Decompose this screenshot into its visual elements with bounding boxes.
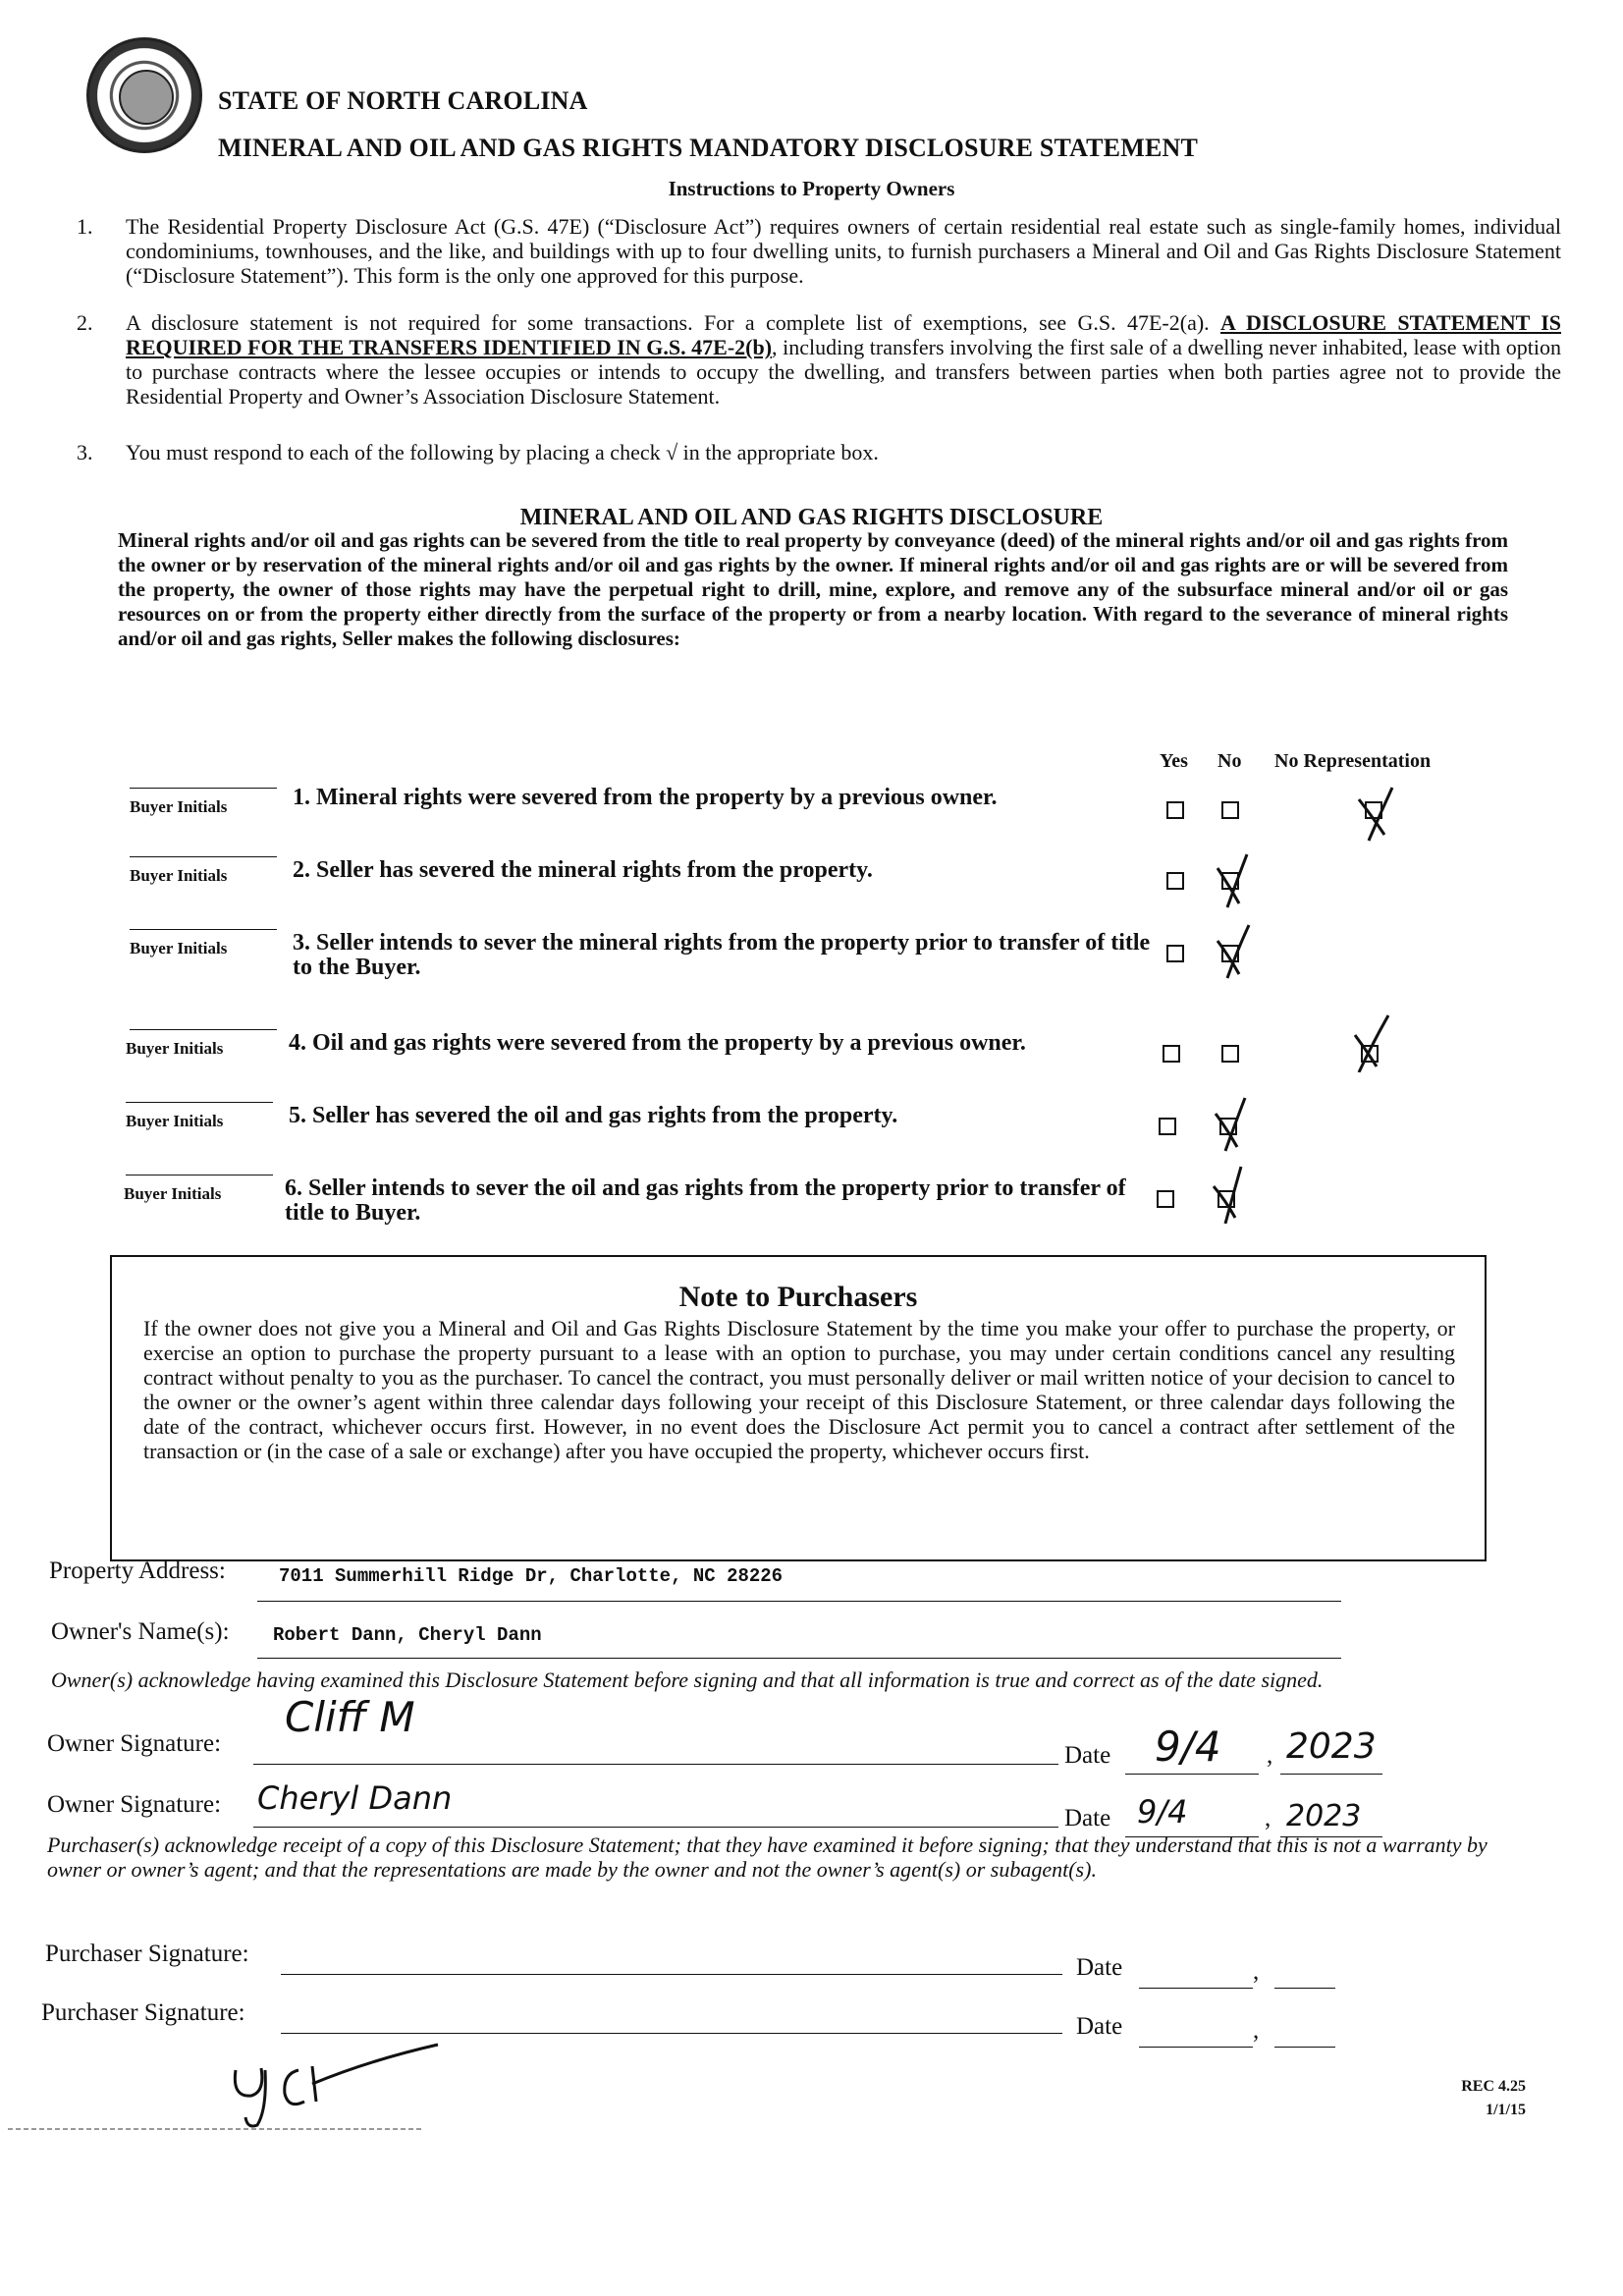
handwritten-initials-mark <box>222 2041 448 2129</box>
instruction-2-number: 2. <box>77 310 93 335</box>
question-3-no-check-mark <box>1210 921 1257 980</box>
state-heading: STATE OF NORTH CAROLINA <box>218 86 588 115</box>
date-label: Date <box>1064 1742 1111 1769</box>
owner-signature-1[interactable]: Cliff M <box>285 1693 415 1741</box>
question-2-text: 2. Seller has severed the mineral rights from the property. <box>293 857 873 883</box>
owner-signature-label: Owner Signature: <box>47 1791 222 1818</box>
date-line <box>1125 1774 1259 1775</box>
owner-1-date-month-day[interactable]: 9/4 <box>1155 1722 1221 1771</box>
form-code: REC 4.25 <box>1461 2078 1526 2095</box>
owner-signature-line <box>253 1764 1058 1765</box>
instruction-2-text: A disclosure statement is not required for some transactions. For a complete list of exemptions, see G.S. 47E-2(a). A DISCLOSURE STATEMENT IS REQUIRED FOR THE TRANSFERS IDENTIFIED IN G.S. 47E-2(b), including transfers involving the first sale of a dwelling never inhabited, lease with option to purchase contracts where the lessee occupies or intends to occupy the dwelling, and transfers between parties when both parties agree not to provide the Residential Property and Owner’s Association Disclosure Statement. <box>126 310 1562 409</box>
question-1-yes-checkbox[interactable] <box>1166 801 1184 819</box>
question-3-yes-checkbox[interactable] <box>1166 945 1184 962</box>
state-seal-image <box>86 37 202 153</box>
buyer-initials-label: Buyer Initials <box>126 1112 224 1130</box>
column-yes: Yes <box>1160 750 1188 772</box>
question-1-no-checkbox[interactable] <box>1221 801 1239 819</box>
date-comma: , <box>1265 1805 1271 1831</box>
question-1-text: 1. Mineral rights were severed from the property by a previous owner. <box>293 785 998 810</box>
buyer-initials-line[interactable] <box>130 929 277 930</box>
owners-name-value[interactable]: Robert Dann, Cheryl Dann <box>273 1624 542 1646</box>
property-address-value[interactable]: 7011 Summerhill Ridge Dr, Charlotte, NC 28226 <box>279 1565 784 1587</box>
owners-name-line <box>257 1658 1341 1659</box>
date-comma: , <box>1253 2017 1260 2044</box>
purchaser-signature-label: Purchaser Signature: <box>41 1999 245 2026</box>
date-line[interactable] <box>1139 2047 1253 2048</box>
buyer-initials-line[interactable] <box>130 788 277 789</box>
owner-2-date-year[interactable]: 2023 <box>1286 1799 1362 1833</box>
disclosure-title: MINERAL AND OIL AND GAS RIGHTS DISCLOSURE <box>519 505 1104 530</box>
year-line <box>1280 1774 1382 1775</box>
question-4-text: 4. Oil and gas rights were severed from the property by a previous owner. <box>289 1030 1026 1056</box>
owner-signature-label: Owner Signature: <box>47 1730 222 1757</box>
date-label: Date <box>1076 1954 1123 1981</box>
question-2-yes-checkbox[interactable] <box>1166 872 1184 890</box>
instructions-title: Instructions to Property Owners <box>668 177 955 200</box>
owner-2-date-month-day[interactable]: 9/4 <box>1137 1793 1188 1831</box>
question-5-yes-checkbox[interactable] <box>1159 1118 1176 1135</box>
note-title: Note to Purchasers <box>678 1281 918 1313</box>
buyer-initials-line[interactable] <box>126 1102 273 1103</box>
date-comma: , <box>1253 1958 1260 1985</box>
property-address-line <box>257 1601 1341 1602</box>
form-date: 1/1/15 <box>1486 2102 1526 2118</box>
owner-signature-line <box>253 1827 1058 1828</box>
buyer-initials-label: Buyer Initials <box>130 866 228 885</box>
purchaser-signature-line[interactable] <box>281 1974 1062 1975</box>
instruction-1-text: The Residential Property Disclosure Act (G.S. 47E) (“Disclosure Act”) requires owners of certain residential real estate such as single-family homes, individual condominiums, townhouses, and the like, and buildings with up to four dwelling units, to furnish purchasers a Mineral and Oil and Gas Rights Disclosure Statement (“Disclosure Statement”). This form is the only one approved for this purpose. <box>126 214 1561 288</box>
owners-name-label: Owner's Name(s): <box>51 1618 230 1645</box>
question-6-text: 6. Seller intends to sever the oil and gas rights from the property prior to transfer of title to Buyer. <box>285 1175 1126 1226</box>
date-label: Date <box>1064 1805 1111 1831</box>
owner-acknowledgment: Owner(s) acknowledge having examined this Disclosure Statement before signing and that all information is true and correct as of the date signed. <box>51 1667 1324 1692</box>
scan-stamp-line <box>0 2125 432 2133</box>
date-label: Date <box>1076 2013 1123 2040</box>
year-line[interactable] <box>1274 2047 1335 2048</box>
question-5-no-check-mark <box>1208 1094 1255 1153</box>
note-text: If the owner does not give you a Mineral and Oil and Gas Rights Disclosure Statement by the time you make your offer to purchase the property, or exercise an option to purchase the property pursuant to a lease with an option to purchase, you may under certain conditions cancel any resulting contract without penalty to you as the purchaser. To cancel the contract, you must personally deliver or mail written notice of your decision to cancel to the owner or the owner’s agent within three calendar days following your receipt of this Disclosure Statement, or three calendar days following the date of the contract, whichever occurs first. However, in no event does the Disclosure Act permit you to cancel a contract after settlement of the transaction or (in the case of a sale or exchange) after you have occupied the property, whichever occurs first. <box>143 1316 1455 1463</box>
property-address-label: Property Address: <box>49 1558 226 1584</box>
purchaser-acknowledgment: Purchaser(s) acknowledge receipt of a copy of this Disclosure Statement; that they have examined it before signing; that they understand that this is not a warranty by owner or owner’s agent; and that the representations are made by the owner and not the owner’s agent(s) or subagent(s). <box>47 1832 1488 1882</box>
question-2-no-check-mark <box>1210 850 1257 909</box>
disclosure-intro: Mineral rights and/or oil and gas rights can be severed from the title to real property by conveyance (deed) of the mineral rights and/or oil and gas rights from the owner or by reservation of the mineral rights and/or oil and gas rights by the owner. If mineral rights and/or oil and gas rights are or will be severed from the property, the owner of those rights may have the perpetual right to drill, mine, explore, and remove any of the subsurface mineral and/or oil or gas resources on or from the property either directly from the surface of the property or from a nearby location. With regard to the severance of mineral rights and/or oil and gas rights, Seller makes the following disclosures: <box>118 528 1508 650</box>
buyer-initials-line[interactable] <box>130 1029 277 1030</box>
question-6-no-check-mark <box>1206 1165 1253 1224</box>
question-6-yes-checkbox[interactable] <box>1157 1190 1174 1208</box>
buyer-initials-label: Buyer Initials <box>130 797 228 816</box>
owner-signature-2[interactable]: Cheryl Dann <box>257 1779 453 1817</box>
year-line[interactable] <box>1274 1988 1335 1989</box>
question-4-yes-checkbox[interactable] <box>1163 1045 1180 1063</box>
question-4-no-checkbox[interactable] <box>1221 1045 1239 1063</box>
instruction-2-required-clause: A DISCLOSURE STATEMENT IS REQUIRED FOR THE TRANSFERS IDENTIFIED IN G.S. 47E-2(b) <box>126 310 1562 359</box>
date-comma: , <box>1267 1742 1273 1769</box>
instruction-1-number: 1. <box>77 214 93 239</box>
owner-1-date-year[interactable]: 2023 <box>1286 1726 1377 1767</box>
column-no: No <box>1217 750 1242 772</box>
question-4-norep-check-mark <box>1345 1013 1392 1072</box>
form-title: MINERAL AND OIL AND GAS RIGHTS MANDATORY DISCLOSURE STATEMENT <box>218 134 1199 162</box>
date-line[interactable] <box>1139 1988 1253 1989</box>
instruction-3-text: You must respond to each of the following by placing a check √ in the appropriate box. <box>126 440 879 465</box>
question-5-text: 5. Seller has severed the oil and gas rights from the property. <box>289 1103 898 1128</box>
question-1-norep-check-mark <box>1353 784 1400 843</box>
instruction-3-number: 3. <box>77 440 93 465</box>
purchaser-signature-label: Purchaser Signature: <box>45 1941 249 1967</box>
column-no-representation: No Representation <box>1274 750 1432 772</box>
buyer-initials-label: Buyer Initials <box>126 1039 224 1058</box>
question-3-text: 3. Seller intends to sever the mineral rights from the property prior to transfer of title to the Buyer. <box>293 930 1151 980</box>
purchaser-signature-line[interactable] <box>281 2033 1062 2034</box>
buyer-initials-line[interactable] <box>130 856 277 857</box>
buyer-initials-label: Buyer Initials <box>124 1184 222 1203</box>
buyer-initials-label: Buyer Initials <box>130 939 228 957</box>
